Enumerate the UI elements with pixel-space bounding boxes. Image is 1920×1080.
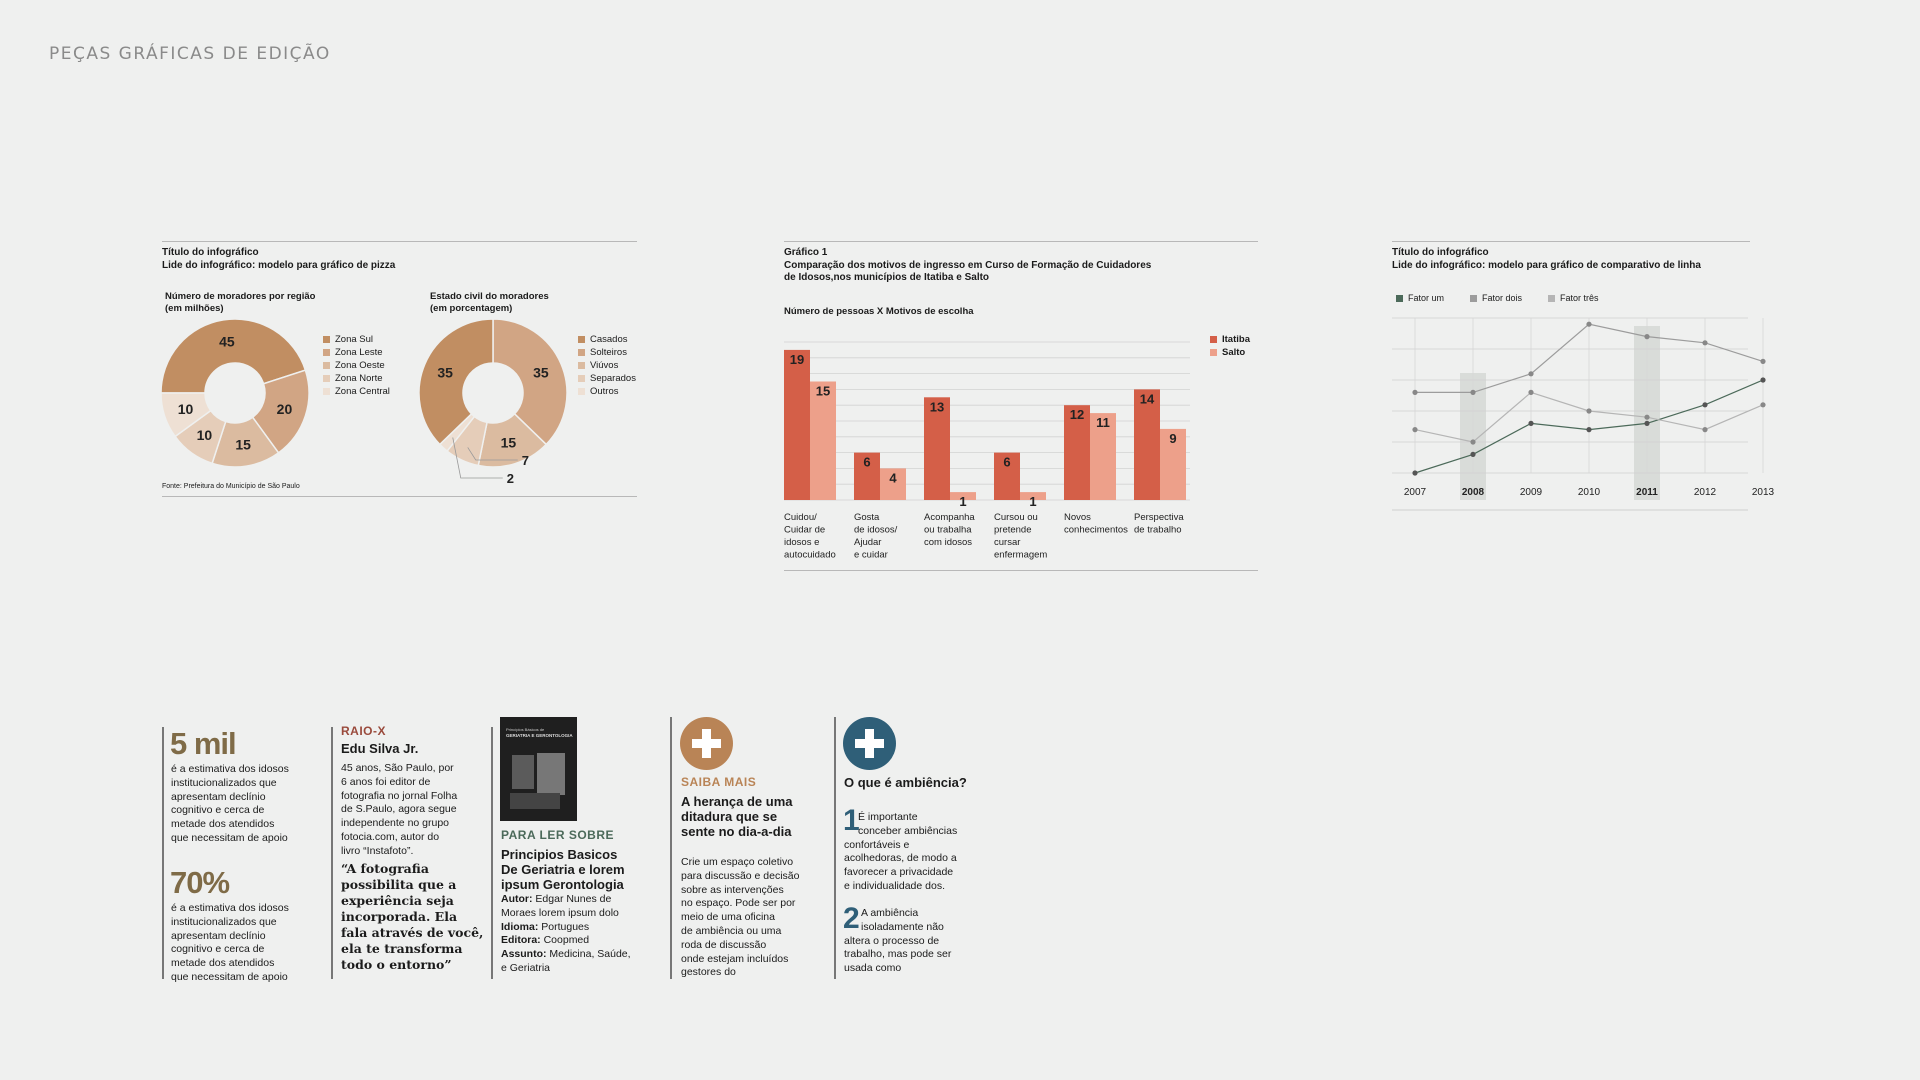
legend-swatch xyxy=(1210,349,1217,356)
saiba-mais-text-line: onde estejam incluídos xyxy=(681,952,789,965)
legend-label: Itatiba xyxy=(1222,334,1250,345)
bar-legend xyxy=(1210,333,1250,359)
book-cover-line1: Princípios Básicos de xyxy=(506,727,545,732)
pie-value-label: 15 xyxy=(235,436,251,453)
ambiencia-title: O que é ambiência? xyxy=(844,775,967,790)
book-language-value: Portugues xyxy=(538,920,590,933)
raio-x-kicker: RAIO-X xyxy=(341,724,386,738)
bar-value-label: 4 xyxy=(889,470,897,486)
bar-category-label: com idosos xyxy=(924,537,973,548)
pie1-title: Número de moradores por região xyxy=(165,291,316,302)
book-title xyxy=(501,847,625,892)
pie-chart-moradores xyxy=(160,316,315,471)
book-author-value: Edgar Nunes de xyxy=(532,893,612,905)
stat-text-1-line: apresentam declínio xyxy=(171,790,266,803)
ambiencia-text-2-line: altera o processo de xyxy=(844,934,940,947)
pie-value-label: 10 xyxy=(196,427,213,444)
book-author-value-2: Moraes lorem ipsum dolo xyxy=(501,906,619,919)
line-point xyxy=(1760,377,1765,382)
legend-item xyxy=(578,346,636,359)
ambiencia-number-1: 1 xyxy=(843,804,860,837)
stat-text-2-line: cognitivo e cerca de xyxy=(171,943,265,956)
legend-label: Separados xyxy=(590,373,636,384)
pie-section-lead: Lide do infográfico: modelo para gráfico de pizza xyxy=(162,260,396,271)
bar-value-label: 6 xyxy=(1003,454,1011,470)
bar-section-title: Gráfico 1 xyxy=(784,247,828,258)
plus-icon xyxy=(843,717,896,770)
legend-swatch xyxy=(578,336,585,343)
bar-category-label: de trabalho xyxy=(1134,524,1182,536)
stat-text-1-line: cognitivo e cerca de xyxy=(171,804,265,817)
raio-x-quote xyxy=(341,861,483,973)
bar-itatiba-0 xyxy=(784,350,810,500)
line-section-title: Título do infográfico xyxy=(1392,247,1489,258)
pie-value-label: 7 xyxy=(521,453,529,468)
legend-label: Zona Central xyxy=(335,386,390,397)
line-x-tick-label: 2010 xyxy=(1577,487,1601,498)
book-title-line: ipsum Gerontologia xyxy=(501,877,624,892)
legend-swatch xyxy=(1396,295,1403,302)
legend-item xyxy=(1548,292,1599,305)
saiba-mais-text-line: roda de discussão xyxy=(681,938,767,951)
saiba-mais-title-line: A herança de uma xyxy=(681,794,793,809)
bar-category-label: conhecimentos xyxy=(1064,524,1128,536)
legend-item xyxy=(578,372,636,385)
bar-section-top-rule xyxy=(784,241,1258,242)
line-point xyxy=(1760,359,1765,364)
legend-swatch xyxy=(323,336,330,343)
bar-category-label: Perspectiva xyxy=(1134,512,1184,523)
raio-x-bio-line: de S.Paulo, agora segue xyxy=(341,803,457,816)
bar-category-label: enfermagem xyxy=(994,549,1048,561)
bar-value-label: 12 xyxy=(1069,407,1085,423)
legend-item xyxy=(1210,346,1250,359)
bar-section-bottom-rule xyxy=(784,570,1258,571)
ambiencia-text-1-line: e individualidade dos. xyxy=(844,879,945,892)
legend-label: Fator dois xyxy=(1482,293,1523,303)
book-subject-value: Medicina, Saúde, xyxy=(546,948,631,961)
legend-item xyxy=(323,372,390,385)
ambiencia-text-1-line: É importante xyxy=(858,811,918,823)
legend-swatch xyxy=(323,388,330,395)
raio-x-bio-line: independente no grupo xyxy=(341,817,450,830)
stat-text-1-line: que necessitam de apoio xyxy=(171,831,288,844)
bar-chart-subtitle: Número de pessoas X Motivos de escolha xyxy=(784,306,974,317)
saiba-mais-text-line: de ambiência ou uma xyxy=(681,924,782,937)
stat-text-2-line: é a estimativa dos idosos xyxy=(171,902,289,914)
raio-x-quote-line: “A fotografia xyxy=(341,861,429,876)
line-point xyxy=(1644,334,1649,339)
ambiencia-divider xyxy=(834,717,836,979)
raio-x-bio-line: 45 anos, São Paulo, por xyxy=(341,762,454,774)
pie2-title: Estado civil do moradores xyxy=(430,291,549,302)
raio-x-quote-line: experiência seja xyxy=(341,893,454,908)
ambiencia-number-2: 2 xyxy=(843,902,860,935)
legend-label: Zona Leste xyxy=(335,347,383,358)
bar-section-lead-1: Comparação dos motivos de ingresso em Curso de Formação de Cuidadores xyxy=(784,260,1152,271)
bar-value-label: 11 xyxy=(1096,415,1110,431)
stat-text-1 xyxy=(171,763,289,846)
legend-item xyxy=(578,385,636,398)
pie-chart-estado-civil xyxy=(418,316,578,491)
book-cover-photo-2 xyxy=(537,753,565,795)
saiba-mais-title-line: sente no dia-a-dia xyxy=(681,824,792,839)
book-subject-value-2: e Geriatria xyxy=(501,961,551,974)
book-cover-photo-3 xyxy=(510,793,560,809)
legend-swatch xyxy=(1470,295,1477,302)
pie-section-bottom-rule xyxy=(162,496,637,497)
ambiencia-text-2-line: A ambiência xyxy=(861,907,919,919)
raio-x-quote-line: incorporada. Ela xyxy=(341,909,458,924)
legend-swatch xyxy=(323,349,330,356)
pie1-subtitle: (em milhões) xyxy=(165,303,224,314)
book-cover-image xyxy=(500,717,577,821)
stat-big-1: 5 mil xyxy=(170,726,236,761)
legend-swatch xyxy=(323,362,330,369)
stat-text-2-line: institucionalizados que xyxy=(171,915,277,928)
raio-x-bio xyxy=(341,762,457,859)
saiba-mais-text-line: no espaço. Pode ser por xyxy=(681,897,796,910)
legend-swatch xyxy=(1548,295,1555,302)
page-title: PEÇAS GRÁFICAS DE EDIÇÃO xyxy=(49,44,331,64)
line-point xyxy=(1470,390,1475,395)
line-point xyxy=(1644,421,1649,426)
legend-swatch xyxy=(578,349,585,356)
plus-icon xyxy=(680,717,733,770)
book-cover-line2: GERIATRIA E GERONTOLOGIA xyxy=(506,733,573,738)
bar-category-label: idosos e xyxy=(784,537,820,548)
stat-text-2-line: que necessitam de apoio xyxy=(171,970,288,983)
saiba-mais-text-line: sobre as intervenções xyxy=(681,883,784,896)
book-language-label: Idioma: xyxy=(501,920,539,933)
line-point xyxy=(1702,402,1707,407)
line-x-tick-label: 2008 xyxy=(1461,487,1485,498)
bar-value-label: 1 xyxy=(959,494,967,510)
ambiencia-text-1-line: favorecer a privacidade xyxy=(844,866,954,879)
legend-item xyxy=(1396,292,1444,305)
line-point xyxy=(1528,390,1533,395)
bar-category-label: autocuidado xyxy=(784,549,836,561)
bar-value-label: 19 xyxy=(789,351,805,367)
stat-text-2-line: metade dos atendidos xyxy=(171,957,275,970)
stat-text-1-line: institucionalizados que xyxy=(171,776,277,789)
line-legend xyxy=(1396,292,1625,305)
bar-category-label: Cuidar de xyxy=(784,524,826,536)
line-point xyxy=(1586,408,1591,413)
ambiencia-text-1-line: conceber ambiências xyxy=(858,824,958,837)
ambiencia-text-2-line: isoladamente não xyxy=(861,920,944,933)
raio-x-divider xyxy=(331,727,333,979)
line-point xyxy=(1412,470,1417,475)
legend-label: Zona Sul xyxy=(335,334,374,345)
book-title-line: De Geriatria e lorem xyxy=(501,862,625,877)
legend-label: Viúvos xyxy=(590,360,619,371)
bar-value-label: 9 xyxy=(1169,430,1177,446)
saiba-mais-title xyxy=(681,794,793,839)
pie-value-label: 35 xyxy=(437,364,453,381)
legend-item xyxy=(323,385,390,398)
line-point xyxy=(1470,452,1475,457)
saiba-mais-kicker: SAIBA MAIS xyxy=(681,775,757,789)
bar-category-label: de idosos/ xyxy=(854,524,898,536)
legend-item xyxy=(323,346,390,359)
saiba-mais-divider xyxy=(670,717,672,979)
bar-value-label: 1 xyxy=(1029,494,1037,510)
raio-x-bio-line: fotocia.com, autor do xyxy=(341,830,440,843)
line-x-tick-label: 2012 xyxy=(1693,487,1717,498)
pie-value-label: 15 xyxy=(500,434,517,451)
stat-text-1-line: metade dos atendidos xyxy=(171,818,275,831)
line-x-tick-label: 2013 xyxy=(1751,487,1775,498)
raio-x-bio-line: 6 anos foi editor de xyxy=(341,775,431,788)
pie-value-label: 35 xyxy=(533,364,549,381)
bar-section-lead-2: de Idosos,nos municípios de Itatiba e Salto xyxy=(784,272,990,283)
legend-item xyxy=(323,359,390,372)
bar-value-label: 15 xyxy=(815,383,831,399)
legend-swatch xyxy=(1210,336,1217,343)
legend-item xyxy=(578,359,636,372)
pie-section-top-rule xyxy=(162,241,637,242)
saiba-mais-text xyxy=(681,856,800,980)
pie2-subtitle: (em porcentagem) xyxy=(430,303,513,314)
book-cover-photo-1 xyxy=(512,755,534,789)
raio-x-bio-line: livro “Instafoto”. xyxy=(341,844,414,857)
line-x-tick-label: 2011 xyxy=(1636,487,1658,498)
legend-label: Casados xyxy=(590,334,628,345)
legend-label: Salto xyxy=(1222,347,1246,358)
bar-category-label: ou trabalha xyxy=(924,524,972,536)
pie-value-label: 45 xyxy=(219,333,235,350)
pie-section-title: Título do infográfico xyxy=(162,247,259,258)
bar-value-label: 6 xyxy=(863,454,871,470)
book-divider xyxy=(491,727,493,979)
bar-category-label: Ajudar xyxy=(854,537,882,548)
legend-label: Fator um xyxy=(1408,293,1445,303)
raio-x-quote-line: fala através de você, xyxy=(341,925,484,940)
legend-label: Solteiros xyxy=(590,347,627,358)
book-details xyxy=(501,893,631,976)
line-section-lead: Lide do infográfico: modelo para gráfico de comparativo de linha xyxy=(1392,260,1701,271)
raio-x-quote-line: todo o entorno” xyxy=(341,957,452,972)
pie-value-label: 10 xyxy=(177,401,194,418)
pie1-legend xyxy=(323,333,390,398)
pie-source: Fonte: Prefeitura do Município de São Paulo xyxy=(162,483,300,490)
bar-category-label: Novos xyxy=(1064,512,1091,523)
book-subject-label: Assunto: xyxy=(501,948,547,961)
saiba-mais-title-line: ditadura que se xyxy=(681,809,778,824)
line-section-top-rule xyxy=(1392,241,1750,242)
bar-category-label: pretende xyxy=(994,524,1032,536)
line-point xyxy=(1412,390,1417,395)
bar-category-label: e cuidar xyxy=(854,549,888,561)
ambiencia-text-2-line: usada como xyxy=(844,962,902,975)
saiba-mais-text-line: Crie um espaço coletivo xyxy=(681,856,794,868)
stats-divider xyxy=(162,727,164,979)
raio-x-quote-line: possibilita que a xyxy=(341,877,457,892)
line-chart xyxy=(1388,310,1775,510)
line-point xyxy=(1470,439,1475,444)
line-point xyxy=(1586,322,1591,327)
legend-item xyxy=(323,333,390,346)
legend-swatch xyxy=(578,375,585,382)
book-publisher-value: Coopmed xyxy=(540,934,590,947)
line-x-tick-label: 2009 xyxy=(1519,487,1543,498)
saiba-mais-text-line: gestores do xyxy=(681,966,736,979)
legend-item xyxy=(578,333,636,346)
bar-salto-0 xyxy=(810,382,836,501)
pie2-legend xyxy=(578,333,636,398)
legend-label: Zona Norte xyxy=(335,373,383,384)
raio-x-bio-line: fotografia no jornal Folha xyxy=(341,789,458,802)
bar-category-label: Gosta xyxy=(854,512,880,523)
line-point xyxy=(1412,427,1417,432)
saiba-mais-text-line: meio de uma oficina xyxy=(681,911,775,924)
bar-category-label: Cursou ou xyxy=(994,512,1038,523)
bar-category-label: cursar xyxy=(994,537,1021,548)
legend-swatch xyxy=(578,362,585,369)
line-point xyxy=(1702,427,1707,432)
ambiencia-text-2-line: trabalho, mas pode ser xyxy=(844,948,952,961)
ambiencia-text-2 xyxy=(844,907,951,976)
line-point xyxy=(1760,402,1765,407)
raio-x-quote-line: ela te transforma xyxy=(341,941,463,956)
book-title-line: Principios Basicos xyxy=(501,847,618,862)
stat-text-2 xyxy=(171,902,289,985)
ambiencia-text-1-line: confortáveis e xyxy=(844,838,910,851)
pie-value-label: 2 xyxy=(506,471,514,486)
bar-value-label: 14 xyxy=(1139,391,1155,407)
line-point xyxy=(1702,340,1707,345)
legend-swatch xyxy=(323,375,330,382)
legend-label: Fator três xyxy=(1560,293,1599,303)
legend-label: Outros xyxy=(590,386,619,397)
line-point xyxy=(1586,427,1591,432)
bar-category-label: Cuidou/ xyxy=(784,512,817,523)
bar-chart-motivos xyxy=(782,320,1222,565)
legend-label: Zona Oeste xyxy=(335,360,385,371)
line-point xyxy=(1528,421,1533,426)
book-author-label: Autor: xyxy=(501,893,533,905)
bar-category-label: Acompanha xyxy=(924,512,975,523)
pie-value-label: 20 xyxy=(276,401,293,418)
legend-item xyxy=(1210,333,1250,346)
legend-swatch xyxy=(578,388,585,395)
saiba-mais-text-line: para discussão e decisão xyxy=(681,869,800,882)
ambiencia-text-1 xyxy=(844,811,957,894)
stat-text-1-line: é a estimativa dos idosos xyxy=(171,763,289,775)
bar-value-label: 13 xyxy=(929,399,945,415)
ambiencia-text-1-line: acolhedoras, de modo a xyxy=(844,852,957,865)
line-x-tick-label: 2007 xyxy=(1403,487,1427,498)
book-publisher-label: Editora: xyxy=(501,934,541,947)
stat-big-2: 70% xyxy=(170,865,230,900)
raio-x-name: Edu Silva Jr. xyxy=(341,741,419,756)
stat-text-2-line: apresentam declínio xyxy=(171,929,266,942)
line-point xyxy=(1644,415,1649,420)
legend-item xyxy=(1470,292,1522,305)
book-kicker: PARA LER SOBRE xyxy=(501,828,615,842)
line-point xyxy=(1528,371,1533,376)
